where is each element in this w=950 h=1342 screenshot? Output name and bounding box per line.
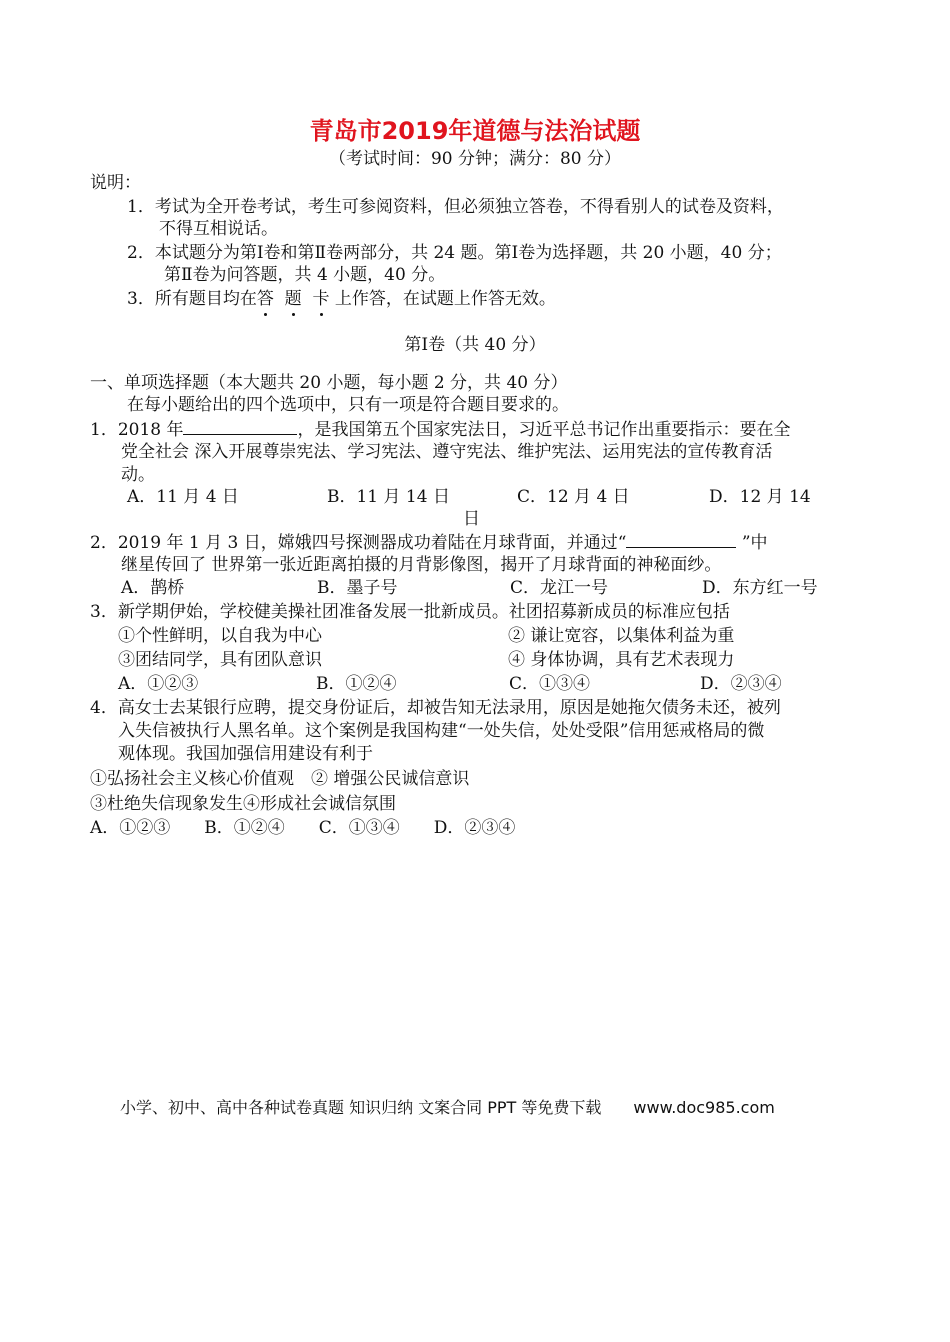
q2-option-b: B．墨子号 [317, 578, 398, 598]
q4-items-line2: ③杜绝失信现象发生④形成社会诚信氛围 [90, 794, 396, 814]
exam-subtitle: （考试时间：90 分钟；满分：80 分） [328, 149, 622, 169]
q3-item-2: ② 谦让宽容，以集体利益为重 [508, 626, 735, 646]
question-1-stem [90, 418, 790, 441]
question-2-stem [90, 531, 768, 554]
question-4-line3: 观体现。我国加强信用建设有利于 [118, 744, 373, 764]
page-footer: 小学、初中、高中各种试卷真题 知识归纳 文案合同 PPT 等免费下载 www.doc985.com [120, 1098, 775, 1117]
q1-text-b: ，是我国第五个国家宪法日，习近平总书记作出重要指示：要在全 [297, 420, 791, 440]
question-3-stem: 3．新学期伊始，学校健美操社团准备发展一批新成员。社团招募新成员的标准应包括 [90, 602, 730, 622]
q1-option-b: B．11 月 14 日 [327, 487, 450, 507]
q4-options: A．①②③ B．①②④ C．①③④ D．②③④ [90, 818, 516, 838]
q3-option-d: D．②③④ [700, 674, 782, 694]
q3-item-3: ③团结同学，具有团队意识 [118, 650, 322, 670]
answer-blank [626, 531, 736, 548]
q1-option-d: D．12 月 14 [709, 487, 811, 507]
q3-option-c: C．①③④ [509, 674, 591, 694]
instruction-1: 1．考试为全开卷考试，考生可参阅资料，但必须独立答卷，不得看别人的试卷及资料， [127, 197, 784, 217]
emphasis-char: 答 [256, 289, 274, 309]
q1-option-a: A．11 月 4 日 [127, 487, 239, 507]
emphasis-char: 卡 [312, 289, 330, 309]
q1-option-d-wrap: 日 [463, 509, 480, 529]
question-1-line2: 党全社会 深入开展尊崇宪法、学习宪法、遵守宪法、维护宪法、运用宪法的宣传教育活 [121, 442, 773, 462]
q3-item-4: ④ 身体协调，具有艺术表现力 [508, 650, 735, 670]
instruction-2: 2．本试题分为第Ⅰ卷和第Ⅱ卷两部分，共 24 题。第Ⅰ卷为选择题，共 20 小题，40 分； [127, 243, 782, 263]
instructions-label: 说明： [90, 173, 141, 193]
q4-items-line1: ①弘扬社会主义核心价值观 ② 增强公民诚信意识 [90, 769, 470, 789]
instruction-3 [127, 288, 556, 310]
q3-item-1: ①个性鲜明，以自我为中心 [118, 626, 322, 646]
q3-option-a: A．①②③ [118, 674, 199, 694]
question-4-line2: 入失信被执行人黑名单。这个案例是我国构建“一处失信，处处受限”信用惩戒格局的微 [118, 721, 765, 741]
question-4-stem: 4．高女士去某银行应聘，提交身份证后，却被告知无法录用，原因是她拖欠债务未还，被列 [90, 698, 781, 718]
question-1-line3: 动。 [121, 465, 155, 485]
instruction-1-cont: 不得互相说话。 [159, 219, 278, 239]
section-desc: 在每小题给出的四个选项中，只有一项是符合题目要求的。 [127, 395, 569, 415]
q1-option-c: C．12 月 4 日 [517, 487, 630, 507]
emphasis-char: 题 [284, 289, 302, 309]
instruction-2-cont: 第Ⅱ卷为问答题，共 4 小题，40 分。 [164, 265, 446, 285]
q2-option-a: A．鹊桥 [121, 578, 185, 598]
page-title: 青岛市2019年道德与法治试题 [309, 117, 641, 145]
q2-option-c: C．龙江一号 [510, 578, 609, 598]
instruction-3-prefix: 3．所有题目均在 [127, 289, 257, 309]
answer-blank [183, 418, 297, 435]
section-title: 一、单项选择题（本大题共 20 小题，每小题 2 分，共 40 分） [90, 373, 568, 393]
q2-option-d: D．东方红一号 [702, 578, 818, 598]
q2-text-a: 2．2019 年 1 月 3 日，嫦娥四号探测器成功着陆在月球背面，并通过“ [90, 533, 627, 553]
part-heading: 第Ⅰ卷（共 40 分） [404, 335, 546, 355]
instruction-3-suffix: 上作答，在试题上作答无效。 [334, 289, 556, 309]
q3-option-b: B．①②④ [316, 674, 397, 694]
question-2-line2: 继星传回了 世界第一张近距离拍摄的月背影像图，揭开了月球背面的神秘面纱。 [121, 555, 722, 575]
q1-text-a: 1．2018 年 [90, 420, 184, 440]
q2-text-b: ”中 [741, 533, 768, 553]
